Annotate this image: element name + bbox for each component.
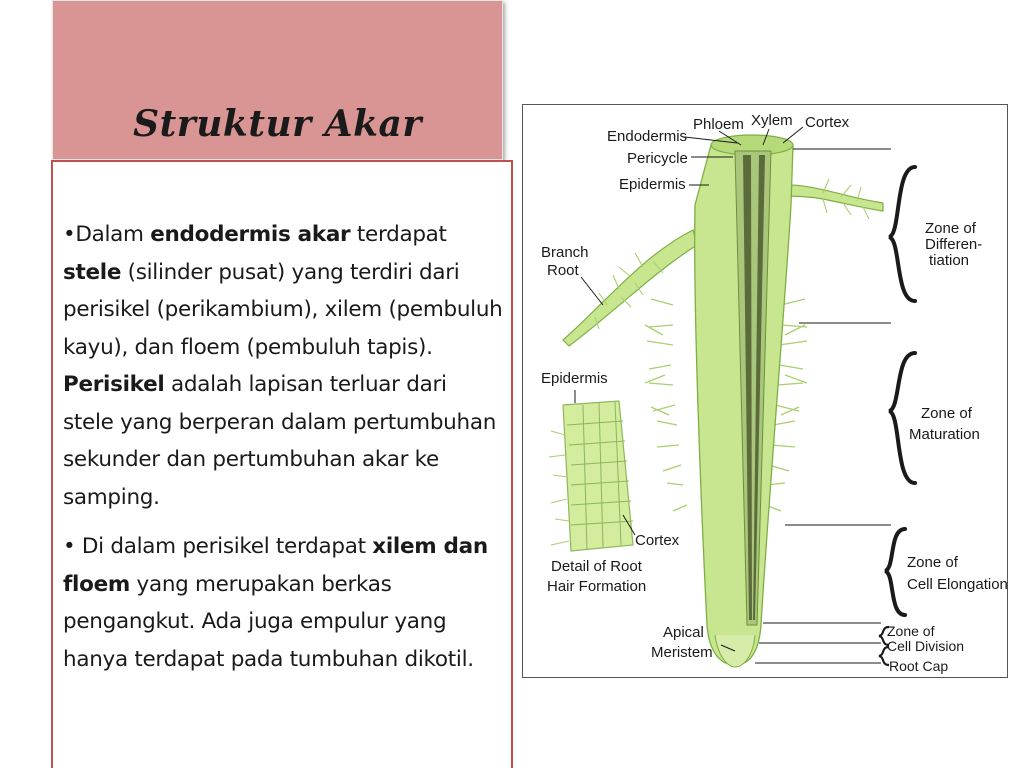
content-box: [51, 160, 513, 768]
label-apical-2: Meristem: [651, 644, 713, 661]
zone-elongation-2: Cell Elongation: [907, 576, 1008, 593]
label-xylem: Xylem: [751, 112, 793, 129]
zone-elongation-1: Zone of: [907, 554, 958, 571]
zone-differentiation-1: Zone of: [925, 220, 976, 237]
branch-root-right: [778, 185, 883, 211]
label-endodermis: Endodermis: [607, 128, 688, 145]
label-phloem: Phloem: [693, 116, 744, 133]
text-run: yang merupakan berkas pengangkut. Ada juga empulur yang hanya terdapat pada tumbuhan dikotil.: [63, 571, 474, 672]
text-run: •Dalam: [63, 222, 151, 247]
paragraph-1: [63, 216, 503, 516]
text-run: terdapat: [350, 222, 447, 247]
detail-root-hair: [549, 401, 633, 551]
text-run: • Di dalam perisikel terdapat: [63, 534, 373, 559]
label-branch-root-2: Root: [547, 262, 579, 279]
bold-text-run: stele: [63, 259, 122, 285]
zone-division-1: Zone of: [887, 623, 935, 639]
label-detail-epidermis: Epidermis: [541, 370, 608, 387]
title-box: [52, 0, 503, 160]
label-apical-1: Apical: [663, 624, 704, 641]
label-detail-caption-1: Detail of Root: [551, 558, 642, 575]
label-detail-caption-2: Hair Formation: [547, 578, 647, 595]
bold-text-run: xilem dan floem: [63, 534, 488, 597]
label-epidermis: Epidermis: [619, 176, 686, 193]
text-run: adalah lapisan terluar dari stele yang berperan dalam pertumbuhan sekunder dan pertumbuhan akar ke samping.: [63, 372, 497, 510]
label-cortex: Cortex: [805, 114, 850, 131]
zone-division-2: Cell Division: [887, 638, 965, 654]
text-run: (silinder pusat) yang terdiri dari perisikel (perikambium), xilem (pembuluh kayu), dan floem (pembuluh tapis).: [63, 259, 503, 360]
zone-differentiation-3: tiation: [929, 252, 970, 269]
slide-title: Struktur Akar: [133, 103, 422, 145]
zone-maturation-2: Maturation: [909, 426, 980, 443]
bold-text-run: Perisikel: [63, 372, 165, 397]
zone-maturation-1: Zone of: [921, 405, 972, 422]
label-branch-root-1: Branch: [541, 244, 589, 261]
paragraph-2: [63, 528, 503, 678]
zone-root-cap: Root Cap: [889, 658, 949, 674]
zone-differentiation-2: Differen-: [925, 236, 983, 253]
label-pericycle: Pericycle: [627, 150, 688, 167]
bold-text-run: endodermis akar: [150, 222, 351, 247]
root-diagram: [522, 104, 1008, 678]
label-detail-cortex: Cortex: [635, 532, 680, 549]
